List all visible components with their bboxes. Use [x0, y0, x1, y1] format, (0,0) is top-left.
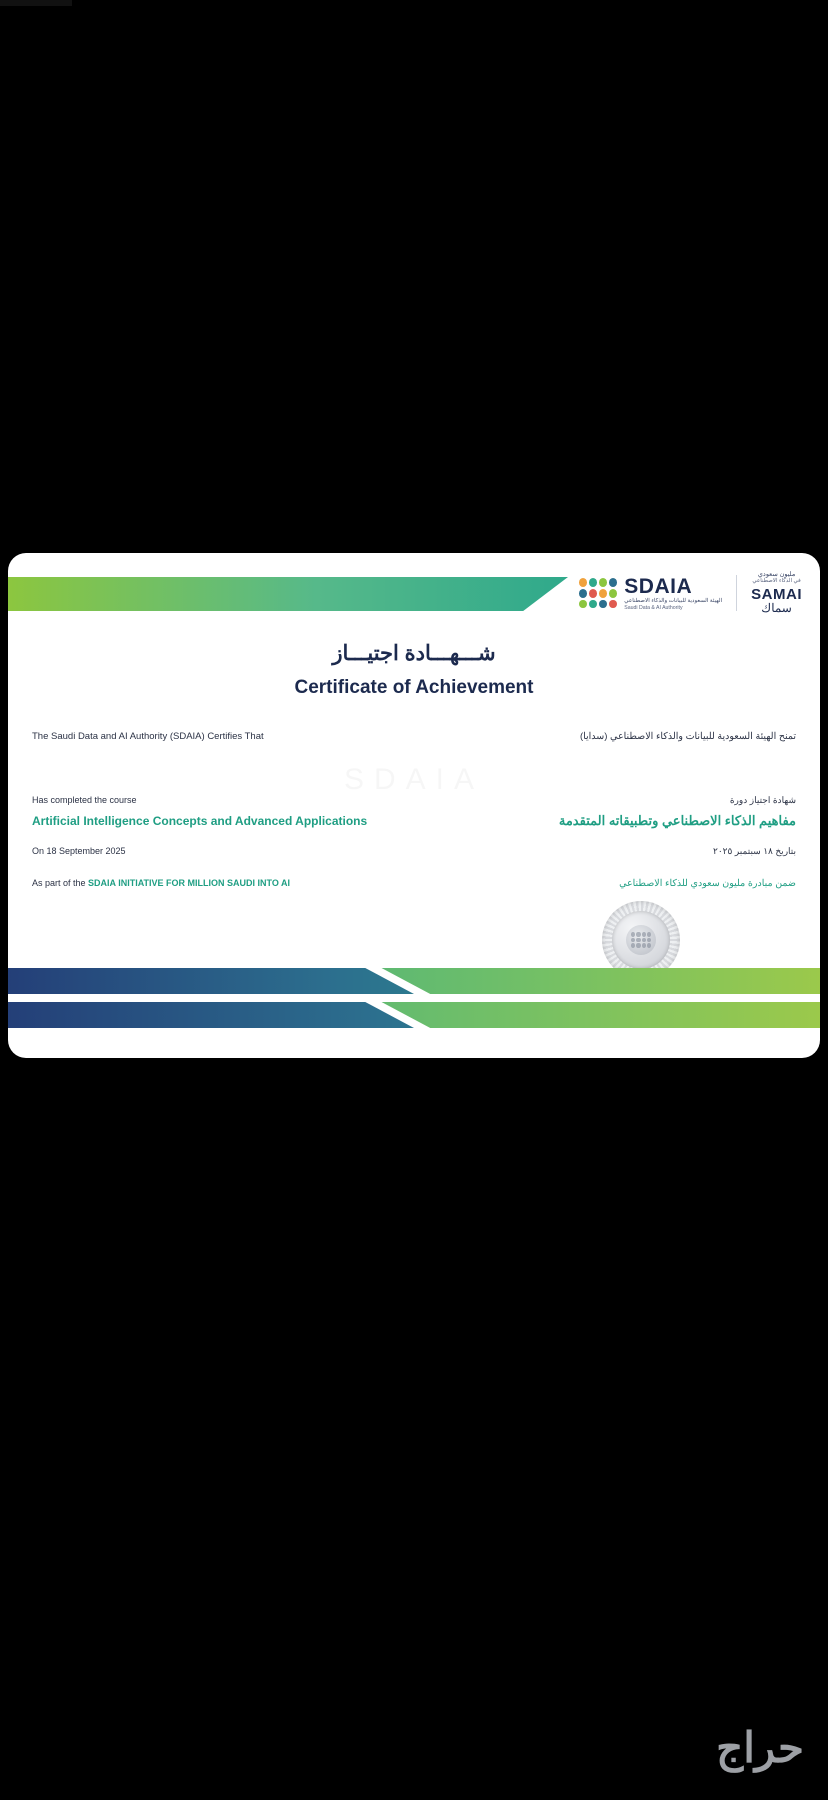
- forum-watermark: حراج: [716, 1724, 804, 1771]
- header-logos: [579, 571, 802, 616]
- course-name-ar: مفاهيم الذكاء الاصطناعي وتطبيقاته المتقدمة: [558, 813, 796, 828]
- initiative-prefix-en: As part of the: [32, 878, 89, 888]
- course-label-en: Has completed the course: [32, 795, 137, 805]
- official-seal-icon: [602, 901, 680, 979]
- certificate-title-en: Certificate of Achievement: [294, 677, 534, 698]
- sdaia-subtitle-en: Saudi Data & AI Authority: [624, 604, 683, 611]
- completion-date-row: [32, 846, 796, 857]
- course-label-row: [32, 795, 796, 806]
- certificate-title-ar: شـــهـــادة اجتيـــاز: [332, 642, 496, 665]
- sdaia-logo: [579, 576, 722, 611]
- issuer-statement-ar: تمنح الهيئة السعودية للبيانات والذكاء الاصطناعي (سدايا): [579, 731, 796, 742]
- issuer-statement-en: The Saudi Data and AI Authority (SDAIA) Certifies That: [32, 731, 264, 742]
- samai-top-ar: مليون سعودي: [757, 571, 796, 578]
- sdaia-name-en: SDAIA: [624, 575, 693, 599]
- completion-date-en: On 18 September 2025: [32, 846, 126, 856]
- samai-brand-en: SAMAI: [751, 585, 802, 603]
- course-label-ar: شهادة اجتياز دورة: [729, 795, 796, 805]
- issuer-statement-row: [32, 731, 796, 742]
- initiative-name-en: SDAIA INITIATIVE FOR MILLION SAUDI INTO AI: [88, 878, 291, 888]
- logo-divider: [736, 575, 737, 611]
- viewer-top-strip: [0, 0, 72, 6]
- sdaia-name-ar: الهيئة السعودية للبيانات والذكاء الاصطناعي: [624, 598, 723, 605]
- certificate-card: [8, 553, 820, 1058]
- initiative-ar: ضمن مبادرة مليون سعودي للذكاء الاصطناعي: [619, 878, 796, 889]
- samai-brand-ar: سماك: [761, 601, 792, 616]
- samai-sub-ar: في الذكاء الاصطناعي: [752, 578, 801, 585]
- top-banner-decoration: [8, 577, 568, 611]
- samai-logo: [751, 571, 802, 616]
- initiative-en: [32, 878, 290, 888]
- background-watermark: [8, 763, 820, 797]
- course-name-en: Artificial Intelligence Concepts and Advanced Applications: [32, 814, 368, 828]
- initiative-row: [32, 878, 796, 889]
- course-name-row: [32, 813, 796, 829]
- sdaia-logo-mark-icon: [579, 578, 617, 608]
- completion-date-ar: بتاريخ ١٨ سبتمبر ٢٠٢٥: [713, 846, 796, 856]
